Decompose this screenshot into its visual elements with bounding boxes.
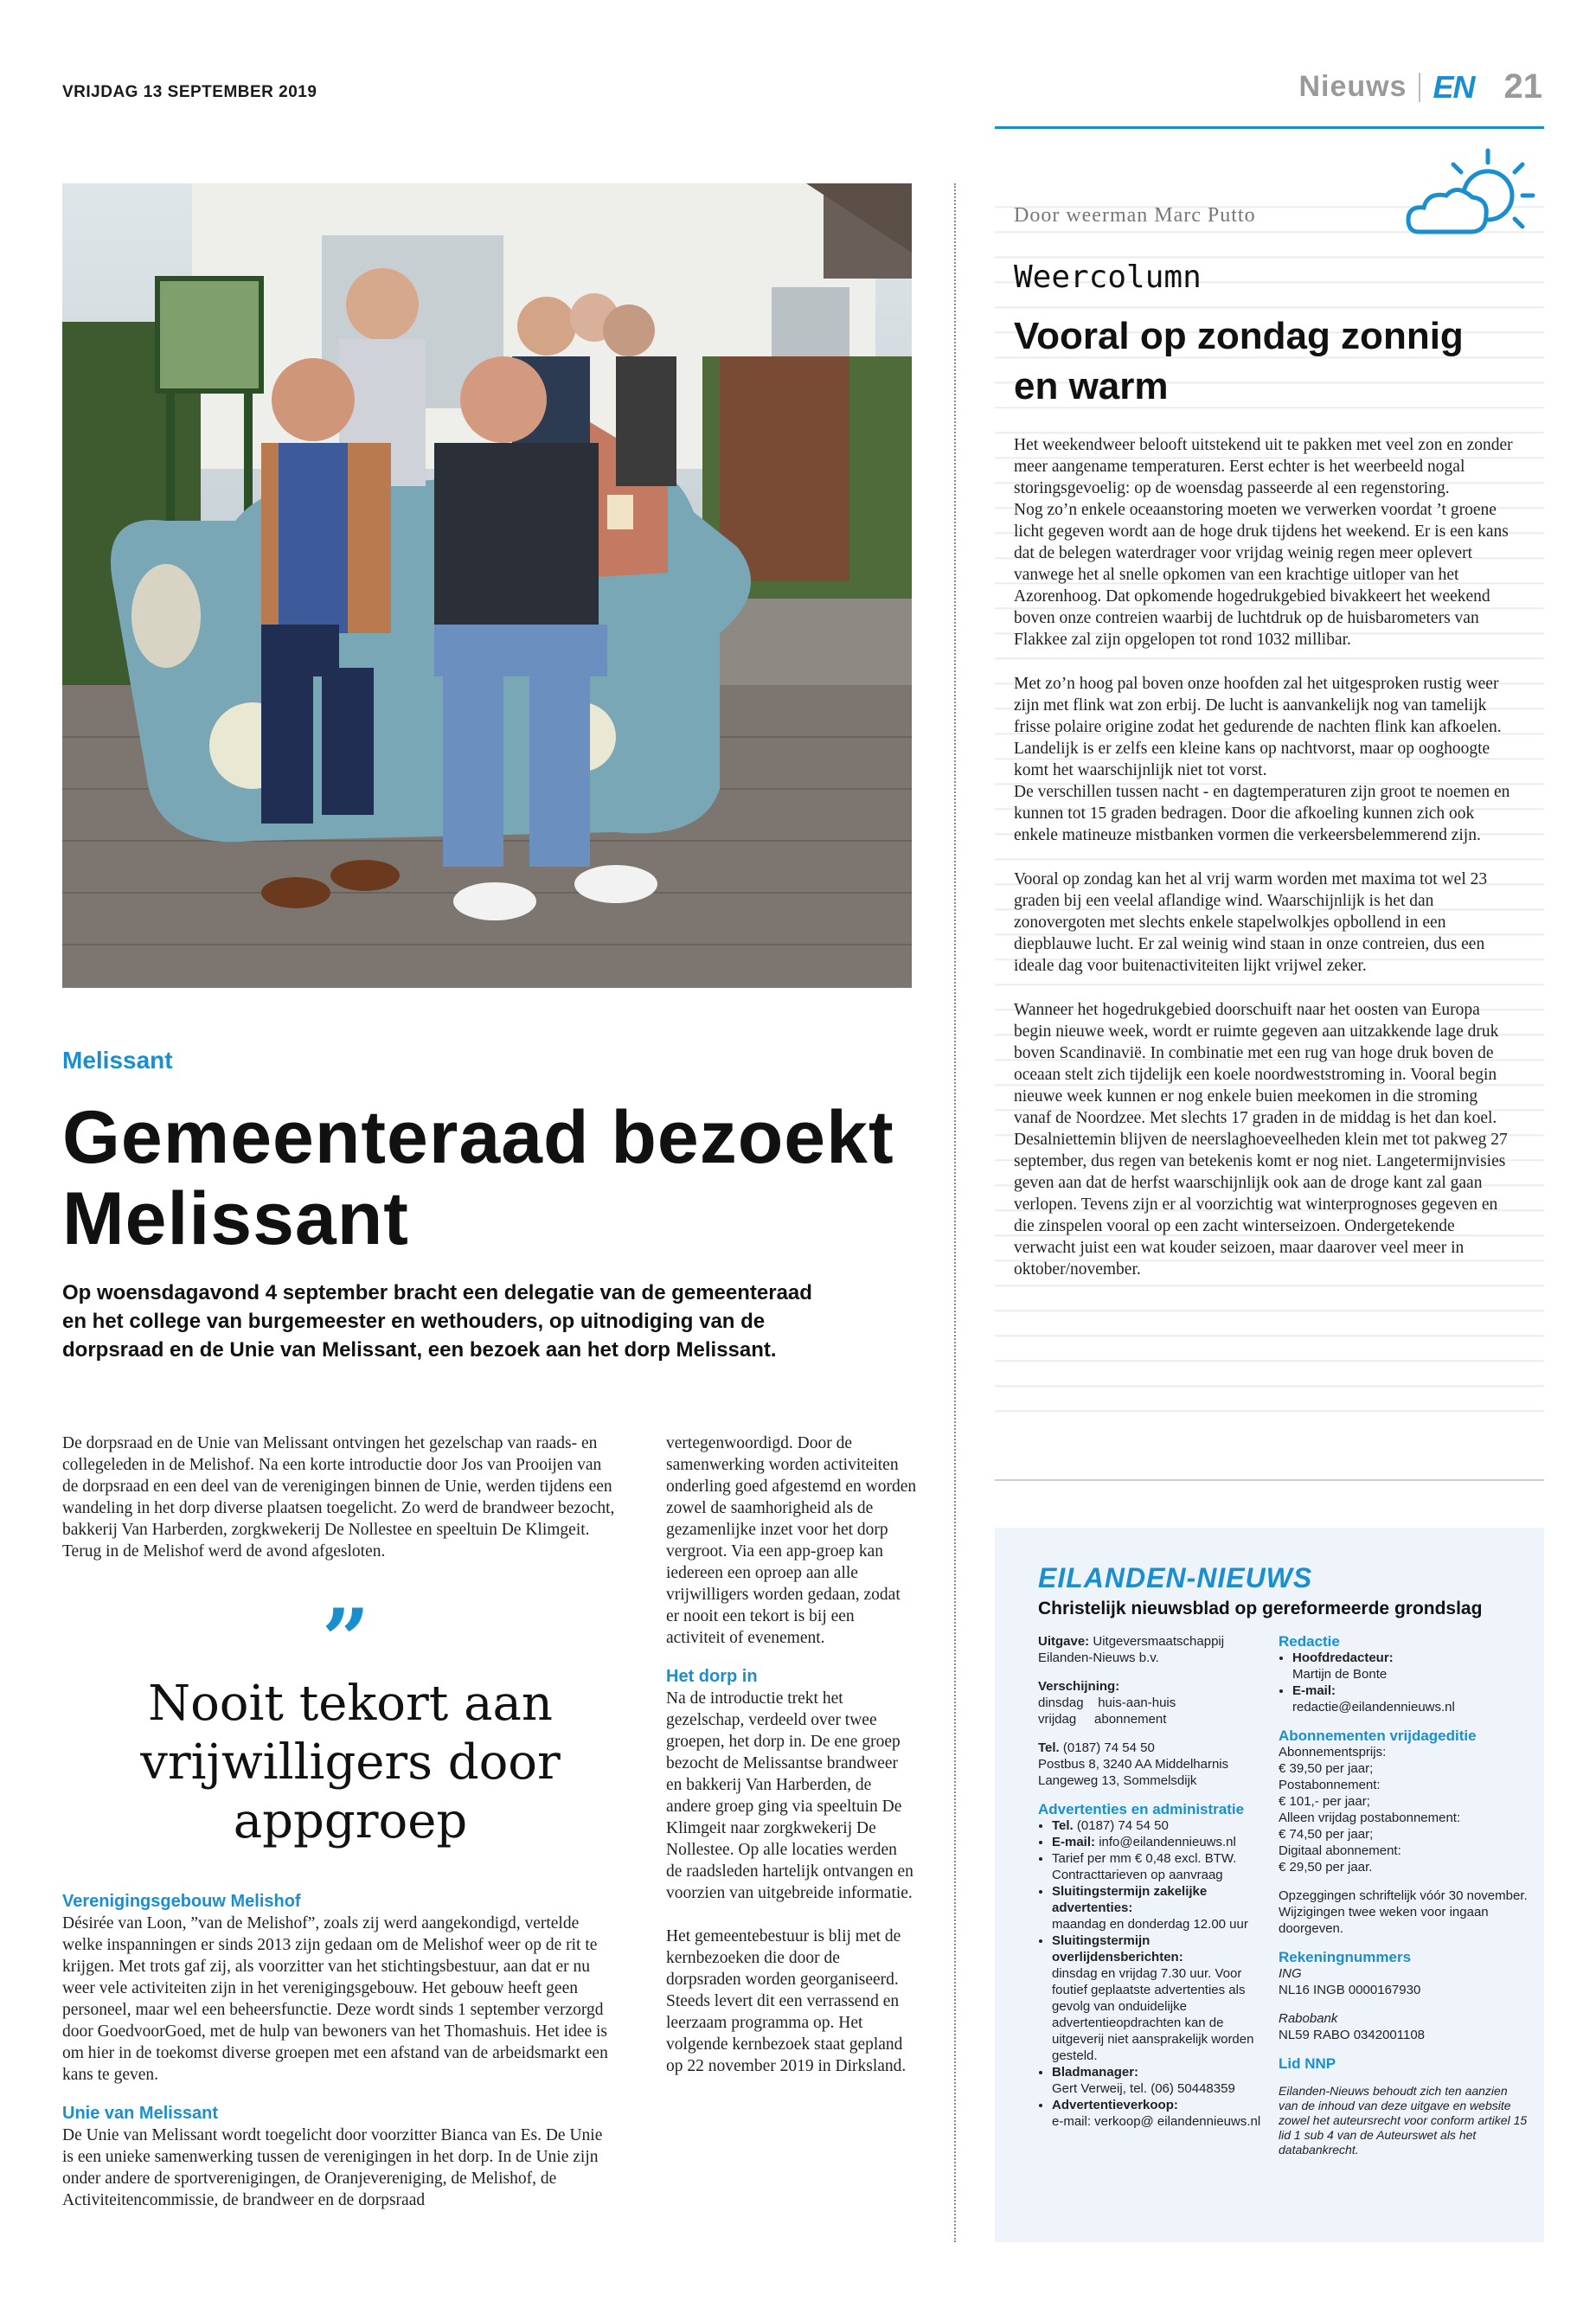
abo-line: Postabonnement: xyxy=(1279,1778,1381,1792)
newspaper-logo: EN xyxy=(1433,68,1475,105)
colofon-disclaimer: Eilanden-Nieuws behoudt zich ten aanzien van de inhoud van deze uitgave en website zowel het auteursrecht voor conform artikel 15 lid 1 sub 4 van de Auteurswet als het databankrecht. xyxy=(1279,2084,1528,2157)
weather-body xyxy=(1014,434,1516,1303)
colofon-heading: Rekeningnummers xyxy=(1279,1949,1412,1965)
sun-cloud-icon xyxy=(1401,145,1544,249)
weather-paragraph: Het weekendweer belooft uitstekend uit te pakken met veel zon en zonder meer aangename temperaturen. Eerst echter is het weerbeeld nogal storingsgevoelig: op de woensdag passeerde al een regenstoring. xyxy=(1014,436,1513,497)
bank-account: NL16 INGB 0000167930 xyxy=(1279,1983,1421,1997)
bank-account: NL59 RABO 0342001108 xyxy=(1279,2028,1426,2042)
adv-email: info@eilandennieuws.nl xyxy=(1099,1835,1236,1849)
redactie-email: redactie@eilandennieuws.nl xyxy=(1292,1700,1455,1715)
colofon-left-column xyxy=(1038,1633,1263,2130)
colofon-logo: EILANDEN-NIEUWS xyxy=(1038,1562,1313,1593)
bank-label: ING xyxy=(1279,1966,1302,1981)
label: Sluitingstermijn overlijdensberichten: xyxy=(1052,1933,1183,1965)
label: Tel. xyxy=(1038,1740,1060,1755)
weather-headline: Vooral op zondag zonnig en warm xyxy=(1014,315,1464,407)
weather-paragraph: Nog zo’n enkele oceaanstoring moeten we verwerken voordat ’t groene licht gegeven wordt aan de hoge druk tijdens het weekend. Er is een kans dat de belegen waterdrager voor vrijdag weinig regen meer oplevert vanwege het al snelle opkomen van een krachtige uitloper van het Azorenhoog. Dat opkomende hogedrukgebied bivakkeert het weekend boven onze contreien waarbij de luchtdruk op de huisbarometers van Flakkee zal zijn opgelopen tot rond 1032 millibar. xyxy=(1014,501,1509,649)
label: E-mail: xyxy=(1052,1835,1096,1849)
verschijning: vrijdag abonnement xyxy=(1038,1712,1167,1727)
article-column-1-lower xyxy=(62,1891,618,2211)
abo-line: € 39,50 per jaar; xyxy=(1279,1761,1374,1776)
label: Bladmanager: xyxy=(1052,2065,1139,2080)
article-subhead: Het dorp in xyxy=(666,1667,758,1686)
article-intro: Op woensdagavond 4 september bracht een delegatie van de gemeenteraad en het college van burgemeester en wethouders, op uitnodiging van de dorpsraad en de Unie van Melissant, een bezoek aan het dorp Melissant. xyxy=(62,1281,812,1362)
article-kicker: Melissant xyxy=(62,1047,173,1074)
weather-paragraph: Wanneer het hogedrukgebied doorschuift naar het oosten van Europa begin nieuwe week, wordt er ruimte gegeven aan uitzakkende lage druk boven Scandinavië. In combinatie met een rug van hoge druk boven de oceaan stelt zich tijdelijk een koele noordweststroming in. Vooral begin nieuwe week kunnen er nog enkele buien meekomen in die stroming vanaf de Noordzee. Met slechts 17 graden in de middag is het dan koel. Desalniettemin blijven de neerslaghoeveelheden klein met tot pakweg 27 september, dus regen van betekenis komt er nog niet. Langetermijnvisies geven aan dat de herfst waarschijnlijk ook aan de droge kant zal gaan verlopen. Tevens zijn er al voorzichtig wat winterprognoses gegeven en die zinspelen vooral op een zacht winterseizoen. Ondergetekende verwacht juist een wat kouder seizoen, maar daarover veel meer in oktober/november. xyxy=(1014,1001,1508,1279)
abo-line: Digitaal abonnement: xyxy=(1279,1843,1401,1858)
pull-quote: Nooit tekort aan vrijwilligers door appgroep xyxy=(140,1676,561,1849)
hoofdredacteur: Martijn de Bonte xyxy=(1292,1667,1388,1682)
abo-line: € 101,- per jaar; xyxy=(1279,1794,1370,1809)
article-paragraph: De dorpsraad en de Unie van Melissant ontvingen het gezelschap van raads- en collegeleden in de Melishof. Na een korte introductie door Jos van Prooijen van de dorpsraad en een deel van de verenigingen binnen de Unie, werden tijdens een wandeling in het dorp diverse plaatsen toegelicht. Zo werd de brandweer bezocht, bakkerij Van Harberden, zorgkwekerij De Nollestee en speeltuin De Klimgeit. Terug in de Melishof werd de avond afgesloten. xyxy=(62,1434,615,1561)
colofon-heading: Redactie xyxy=(1279,1633,1340,1650)
weather-bottom-rule xyxy=(995,1479,1544,1481)
article-paragraph: Désirée van Loon, ”van de Melishof”, zoals zij werd aangekondigd, vertelde welke inspanningen er sinds 2013 zijn gedaan om de Melishof weer op de rit te krijgen. Met trots gaf zij, als voorzitter van het stichtingsbestuur, aan dat er nu weer vele activiteiten zijn in het verenigingsgebouw. Het gebouw heeft geen personeel, maar wel een beheersfunctie. Deze wordt sinds 1 september verzorgd door GoedvoorGoed, met de hulp van bewoners van het Thomashuis. Het idee is om hier in de toekomst diverse groepen met een afstand van de arbeidsmarkt een kans te geven. xyxy=(62,1914,608,2084)
article-paragraph: vertegenwoordigd. Door de samenwerking worden activiteiten onderling goed afgestemd en worden zowel de saamhorigheid als de gezamenlijke inzet voor het dorp vergroot. Via een app-groep kan iedereen een oproep aan alle vrijwilligers worden gedaan, zodat er nooit een tekort is bij een activiteit of evenement. xyxy=(666,1434,917,1647)
article-subhead: Verenigingsgebouw Melishof xyxy=(62,1892,301,1911)
postbus: Postbus 8, 3240 AA Middelharnis xyxy=(1038,1757,1229,1772)
sluit-overlijden: dinsdag en vrijdag 7.30 uur. Voor foutief geplaatste advertenties als gevolg van onduidelijke advertentieopdrachten kan de uitgeverij niet aansprakelijk worden gesteld. xyxy=(1052,1966,1254,2063)
article-photo xyxy=(62,183,912,988)
colofon-heading: Advertenties en administratie xyxy=(1038,1801,1245,1817)
uitgave: Uitgeversmaatschappij Eilanden-Nieuws b.v. xyxy=(1038,1634,1225,1665)
sluit-zakelijk: maandag en donderdag 12.00 uur xyxy=(1052,1917,1248,1932)
article-subhead: Unie van Melissant xyxy=(62,2104,219,2123)
abo-line: € 74,50 per jaar; xyxy=(1279,1827,1374,1842)
section-label: Nieuws xyxy=(1298,70,1407,103)
abo-line: Alleen vrijdag postabonnement: xyxy=(1279,1811,1461,1825)
article-column-2 xyxy=(666,1433,917,2077)
label: Hoofdredacteur: xyxy=(1292,1650,1394,1665)
advertentieverkoop: e-mail: verkoop@ eilandennieuws.nl xyxy=(1052,2114,1261,2129)
telephone: (0187) 74 54 50 xyxy=(1062,1740,1155,1755)
quote-mark-icon: ” xyxy=(322,1591,370,1689)
abo-line: € 29,50 per jaar. xyxy=(1279,1860,1373,1875)
bank-label: Rabobank xyxy=(1279,2011,1338,2026)
address: Langeweg 13, Sommelsdijk xyxy=(1038,1773,1197,1788)
article-column-1 xyxy=(62,1433,618,1562)
adv-telephone: (0187) 74 54 50 xyxy=(1076,1818,1169,1833)
label: E-mail: xyxy=(1292,1683,1336,1698)
page-number: 21 xyxy=(1503,67,1542,106)
label: Verschijning: xyxy=(1038,1679,1120,1694)
header-rule xyxy=(995,126,1544,129)
article-paragraph: Na de introductie trekt het gezelschap, verdeeld over twee groepen, het dorp in. De ene groep bezocht de Melissantse brandweer en bakkerij Van Harberden, de andere groep ging via speeltuin De Klimgeit naar zorgkwekerij De Nollestee. Op alle locaties werden de raadsleden hartelijk ontvangen en voorzien van uitgebreide informatie. xyxy=(666,1689,913,1902)
page-date: VRIJDAG 13 SEPTEMBER 2019 xyxy=(62,83,317,101)
column-divider xyxy=(954,183,956,2242)
label: Tel. xyxy=(1052,1818,1074,1833)
article-paragraph: De Unie van Melissant wordt toegelicht door voorzitter Bianca van Es. De Unie is een unieke samenwerking tussen de verenigingen in het dorp. In de Unie zijn onder andere de sportverenigingen, de Oranjevereniging, de Melishof, de Activiteitencommissie, de brandweer en de dorpsraad xyxy=(62,2126,603,2209)
photo-of-people-on-mosaic-bench-icon xyxy=(62,183,912,988)
bladmanager: Gert Verweij, tel. (06) 50448359 xyxy=(1052,2081,1235,2096)
adv-tarief: • Tarief per mm € 0,48 excl. BTW. Contracttarieven op aanvraag xyxy=(1052,1850,1263,1883)
verschijning: dinsdag huis-aan-huis xyxy=(1038,1695,1176,1710)
colofon-heading: Abonnementen vrijdageditie xyxy=(1279,1727,1477,1744)
colofon-tagline: Christelijk nieuwsblad op gereformeerde grondslag xyxy=(1038,1599,1483,1618)
weather-paragraph: Met zo’n hoog pal boven onze hoofden zal het uitgesproken rustig weer zijn met flink wat zon erbij. De lucht is aanvankelijk nog van tamelijk frisse polaire origine zodat het gedurende de nachten flink kan afkoelen. Landelijk is er zelfs een kleine kans op nachtvorst, maar op ooghoogte komt het waarschijnlijk niet tot vorst. xyxy=(1014,675,1502,779)
weather-column-title: Weercolumn xyxy=(1014,260,1202,295)
colofon-right-column xyxy=(1279,1633,1529,2157)
lid-nnp: Lid NNP xyxy=(1279,2055,1336,2072)
label: Uitgave: xyxy=(1038,1634,1090,1649)
label: Sluitingstermijn zakelijke advertenties: xyxy=(1052,1884,1208,1915)
weather-paragraph: De verschillen tussen nacht - en dagtemperaturen zijn groot te noemen en kunnen tot 15 graden bedragen. Door die afkoeling kunnen zich ook enkele matineuze mistbanken vormen die verkeersbelemmerend zijn. xyxy=(1014,783,1510,844)
weather-paragraph: Vooral op zondag kan het al vrij warm worden met maxima tot wel 23 graden bij een veelal aflandige wind. Waarschijnlijk is het dan zonovergoten met slechts enkele stapelwolkjes opbollend in een diepblauwe lucht. Er zal weinig wind staan in onze contreien, dus een ideale dag voor buitenactiviteiten lijkt vrijwel zeker. xyxy=(1014,870,1488,975)
label: Advertentieverkoop: xyxy=(1052,2098,1178,2112)
weather-author: Door weerman Marc Putto xyxy=(1014,204,1256,227)
opzeggingen: Opzeggingen schriftelijk vóór 30 november. Wijzigingen twee weken voor ingaan doorgeven. xyxy=(1279,1888,1528,1936)
article-paragraph: Het gemeentebestuur is blij met de kernbezoeken die door de dorpsraden worden georganiseerd. Steeds levert dit een verrassend en leerzaam programma op. Het volgende kernbezoek staat gepland op 22 november 2019 in Dirksland. xyxy=(666,1927,907,2075)
abo-line: Abonnementsprijs: xyxy=(1279,1745,1387,1759)
page-header xyxy=(1298,67,1542,106)
header-separator xyxy=(1419,73,1420,102)
article-headline: Gemeenteraad bezoekt Melissant xyxy=(62,1096,894,1260)
